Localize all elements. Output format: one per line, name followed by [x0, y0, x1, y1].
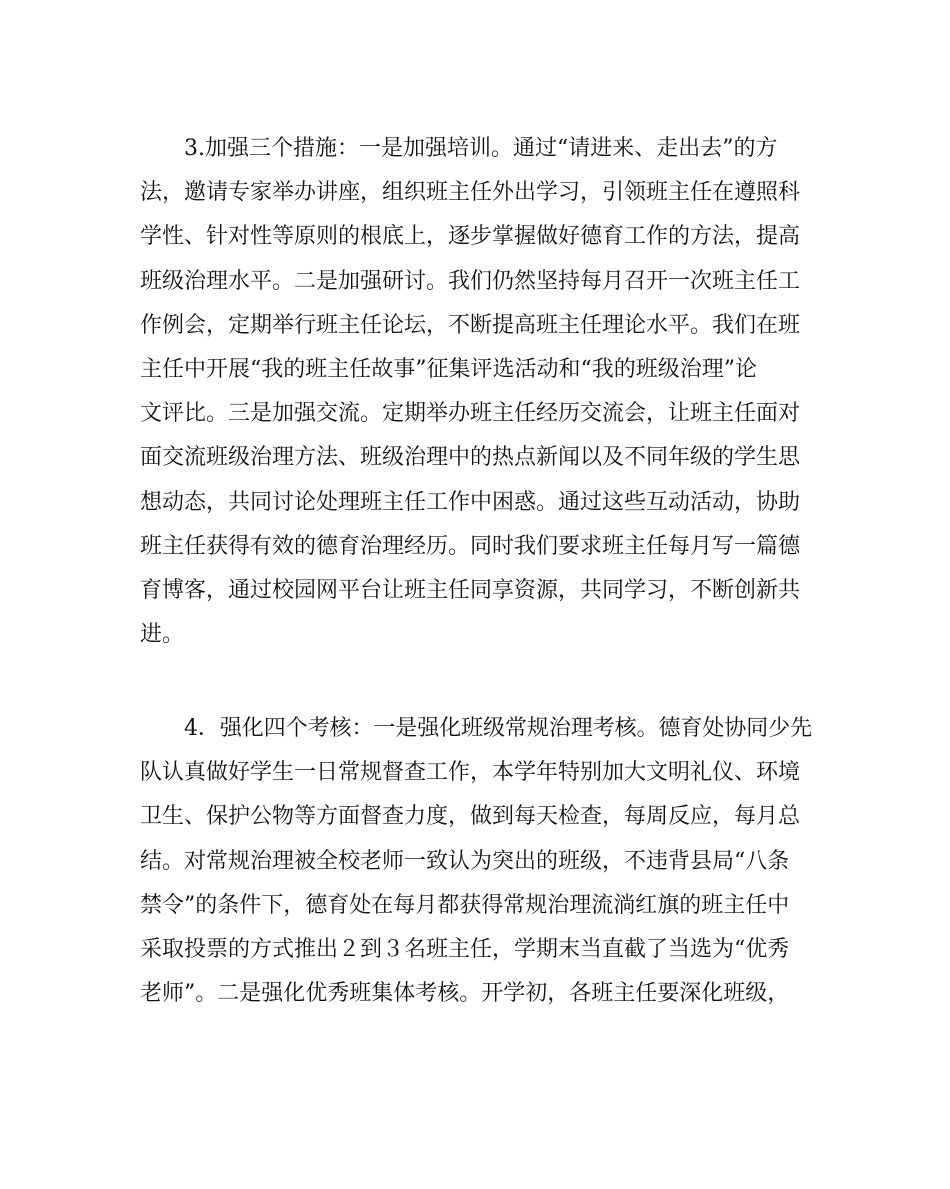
- text-line: 3.加强三个措施：一是加强培训。通过“请进来、走出去”的方: [184, 136, 778, 161]
- text-line: 队认真做好学生一日常规督查工作，本学年特别加大文明礼仪、环境: [140, 760, 801, 786]
- text-line: 进。: [140, 622, 185, 648]
- text-line: 面交流班级治理方法、班级治理中的热点新闻以及不同年级的学生思: [140, 445, 801, 471]
- paragraph-4-assessments: [140, 707, 812, 1016]
- text-line: 法，邀请专家举办讲座，组织班主任外出学习，引领班主任在遵照科: [140, 180, 801, 206]
- paragraph-3-measures: [140, 127, 812, 657]
- text-line: 老师”。二是强化优秀班集体考核。开学初，各班主任要深化班级，: [140, 981, 790, 1007]
- text-line: 班主任获得有效的德育治理经历。同时我们要求班主任每月写一篇德: [140, 533, 801, 559]
- text-line: 主任中开展“我的班主任故事”征集评选活动和“我的班级治理”论: [140, 356, 757, 382]
- text-line: 卫生、保护公物等方面督查力度，做到每天检查，每周反应，每月总: [140, 804, 801, 830]
- text-line: 禁令”的条件下，德育处在每月都获得常规治理流淌红旗的班主任中: [140, 892, 790, 918]
- text-line: 结。对常规治理被全校老师一致认为突出的班级，不违背县局“八条: [140, 848, 790, 874]
- text-line: 学性、针对性等原则的根底上，逐步掌握做好德育工作的方法，提高: [140, 224, 801, 250]
- text-line: 文评比。三是加强交流。定期举办班主任经历交流会，让班主任面对: [140, 401, 801, 427]
- text-line: 作例会，定期举行班主任论坛，不断提高班主任理论水平。我们在班: [140, 312, 801, 338]
- text-line: 想动态，共同讨论处理班主任工作中困惑。通过这些互动活动，协助: [140, 489, 801, 515]
- text-line: 采取投票的方式推出２到３名班主任，学期末当直截了当选为“优秀: [140, 936, 790, 962]
- text-line: 育博客，通过校园网平台让班主任同享资源，共同学习，不断创新共: [140, 577, 801, 603]
- text-line: 4．强化四个考核：一是强化班级常规治理考核。德育处协同少先: [184, 716, 812, 741]
- text-line: 班级治理水平。二是加强研讨。我们仍然坚持每月召开一次班主任工: [140, 268, 801, 294]
